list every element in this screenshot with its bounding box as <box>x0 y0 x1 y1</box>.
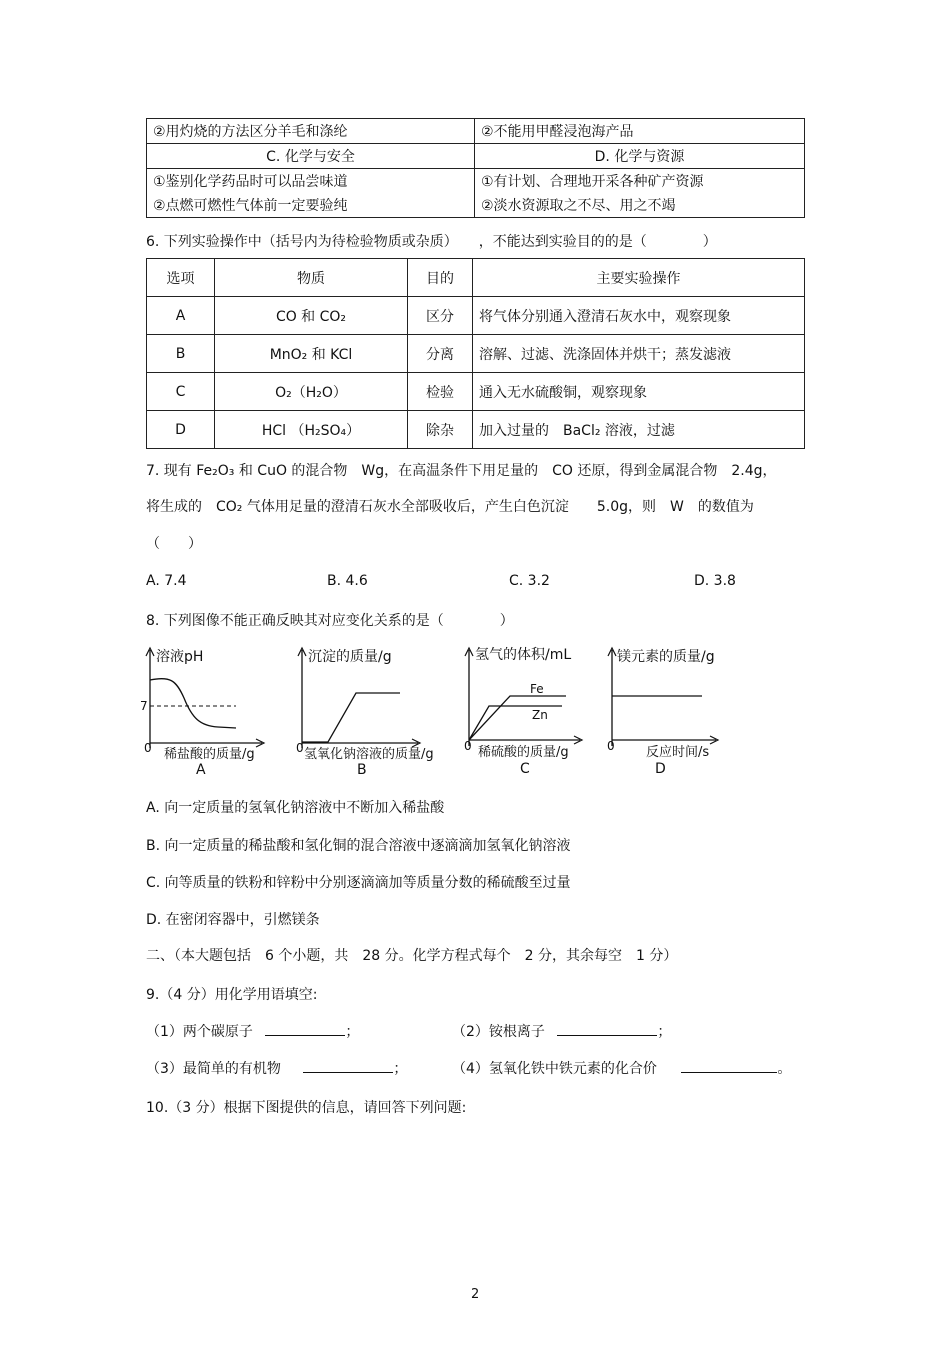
q9-item-3 <box>146 1058 407 1078</box>
table-cell: ②用灼烧的方法区分羊毛和涤纶 <box>147 119 475 144</box>
table-cell: ①有计划、合理地开采各种矿产资源 <box>475 169 805 194</box>
question-8-stem: 8. 下列图像不能正确反映其对应变化关系的是（ ） <box>146 613 514 629</box>
table-cell: C <box>147 373 215 411</box>
table-cell: ①鉴别化学药品时可以品尝味道 <box>147 169 475 194</box>
end-mark: ； <box>393 1061 408 1077</box>
question-7-line-3: （ ） <box>146 536 202 552</box>
table-cell: MnO₂ 和 KCl <box>215 335 408 373</box>
q8-option-c: C. 向等质量的铁粉和锌粉中分别逐滴滴加等质量分数的稀硫酸至过量 <box>146 875 571 891</box>
graphs-figure <box>0 638 950 778</box>
end-mark: 。 <box>777 1061 792 1077</box>
table-row <box>147 144 805 169</box>
page-number: 2 <box>471 1287 480 1302</box>
precipitate-line <box>302 693 400 742</box>
comparison-table <box>146 118 805 218</box>
table-header: 选项 <box>147 259 215 297</box>
q9-item-1 <box>146 1021 359 1041</box>
series-label-zn: Zn <box>532 708 548 722</box>
table-cell: 将气体分别通入澄清石灰水中，观察现象 <box>473 297 805 335</box>
graph-d <box>607 648 718 777</box>
answer-blank[interactable] <box>265 1021 345 1036</box>
experiment-table <box>146 258 805 449</box>
q8-option-a: A. 向一定质量的氢氧化钠溶液中不断加入稀盐酸 <box>146 800 445 816</box>
x-label: 稀盐酸的质量/g <box>164 747 255 762</box>
table-cell: ②点燃可燃性气体前一定要验纯 <box>147 193 475 218</box>
section-heading: 二、（本大题包括 6 个小题，共 28 分。化学方程式每个 2 分，其余每空 1 分） <box>146 948 678 964</box>
y-label: 溶液pH <box>156 649 204 665</box>
question-10-stem: 10.（3 分）根据下图提供的信息，请回答下列问题: <box>146 1100 467 1116</box>
end-mark: ； <box>657 1024 672 1040</box>
table-cell: D. 化学与资源 <box>475 144 805 169</box>
end-mark: ； <box>345 1024 360 1040</box>
table-cell: A <box>147 297 215 335</box>
table-cell: HCl （H₂SO₄） <box>215 411 408 449</box>
table-cell: ②淡水资源取之不尽、用之不竭 <box>475 193 805 218</box>
origin-label: 0 <box>296 741 304 755</box>
graph-letter: A <box>196 762 206 778</box>
origin-label: 0 <box>144 741 152 755</box>
table-row <box>147 169 805 194</box>
table-header-row <box>147 259 805 297</box>
option-c: C. 3.2 <box>509 573 550 589</box>
table-header: 主要实验操作 <box>473 259 805 297</box>
y-label: 沉淀的质量/g <box>308 649 392 665</box>
fe-line <box>469 696 566 740</box>
q9-item-2 <box>452 1021 671 1041</box>
table-cell: D <box>147 411 215 449</box>
answer-blank[interactable] <box>303 1058 393 1073</box>
option-d: D. 3.8 <box>694 573 736 589</box>
table-header: 物质 <box>215 259 408 297</box>
question-9-stem: 9.（4 分）用化学用语填空: <box>146 987 318 1003</box>
q8-option-b: B. 向一定质量的稀盐酸和氢化铜的混合溶液中逐滴滴加氢氧化钠溶液 <box>146 838 571 854</box>
x-label: 反应时间/s <box>646 745 710 760</box>
q9-item-label: （3）最简单的有机物 <box>146 1061 281 1077</box>
q9-item-label: （4）氢氧化铁中铁元素的化合价 <box>452 1061 657 1077</box>
graph-a <box>140 648 264 778</box>
graph-b <box>296 648 434 778</box>
table-cell: B <box>147 335 215 373</box>
question-7-line-1: 7. 现有 Fe₂O₃ 和 CuO 的混合物 Wg，在高温条件下用足量的 CO 还原，得到金属混合物 2.4g， <box>146 463 777 479</box>
series-label-fe: Fe <box>530 682 544 696</box>
origin-label: 0 <box>464 739 472 753</box>
zn-line <box>469 706 562 740</box>
question-6-stem: 6. 下列实验操作中（括号内为待检验物质或杂质） ，不能达到实验目的的是（ ） <box>146 234 717 250</box>
table-cell: O₂（H₂O） <box>215 373 408 411</box>
table-row <box>147 335 805 373</box>
graph-letter: D <box>655 761 666 777</box>
question-7-line-2: 将生成的 CO₂ 气体用足量的澄清石灰水全部吸收后，产生白色沉淀 5.0g，则 W 的数值为 <box>146 499 754 515</box>
q8-option-d: D. 在密闭容器中，引燃镁条 <box>146 912 320 928</box>
table-row <box>147 411 805 449</box>
table-cell: 加入过量的 BaCl₂ 溶液，过滤 <box>473 411 805 449</box>
table-cell: ②不能用甲醛浸泡海产品 <box>475 119 805 144</box>
table-cell: 分离 <box>408 335 473 373</box>
table-cell: CO 和 CO₂ <box>215 297 408 335</box>
table-cell: 通入无水硫酸铜，观察现象 <box>473 373 805 411</box>
table-row <box>147 193 805 218</box>
table-cell: 检验 <box>408 373 473 411</box>
table-cell: C. 化学与安全 <box>147 144 475 169</box>
x-label: 氢氧化钠溶液的质量/g <box>304 747 434 762</box>
graph-letter: C <box>520 761 530 777</box>
table-row <box>147 297 805 335</box>
origin-label: 0 <box>607 739 615 753</box>
table-cell: 除杂 <box>408 411 473 449</box>
q9-item-label: （1）两个碳原子 <box>146 1024 253 1040</box>
q9-item-4 <box>452 1058 791 1078</box>
ph-curve <box>150 679 236 728</box>
option-b: B. 4.6 <box>327 573 368 589</box>
table-header: 目的 <box>408 259 473 297</box>
y-label: 氢气的体积/mL <box>475 647 572 663</box>
y-label: 镁元素的质量/g <box>617 649 715 665</box>
graph-letter: B <box>357 762 367 778</box>
table-row <box>147 119 805 144</box>
graph-c <box>464 646 582 777</box>
table-row <box>147 373 805 411</box>
q9-item-label: （2）铵根离子 <box>452 1024 545 1040</box>
answer-blank[interactable] <box>681 1058 777 1073</box>
answer-blank[interactable] <box>557 1021 657 1036</box>
option-a: A. 7.4 <box>146 573 187 589</box>
ref-label: 7 <box>140 699 148 713</box>
table-cell: 溶解、过滤、洗涤固体并烘干；蒸发滤液 <box>473 335 805 373</box>
x-label: 稀硫酸的质量/g <box>478 745 569 760</box>
table-cell: 区分 <box>408 297 473 335</box>
